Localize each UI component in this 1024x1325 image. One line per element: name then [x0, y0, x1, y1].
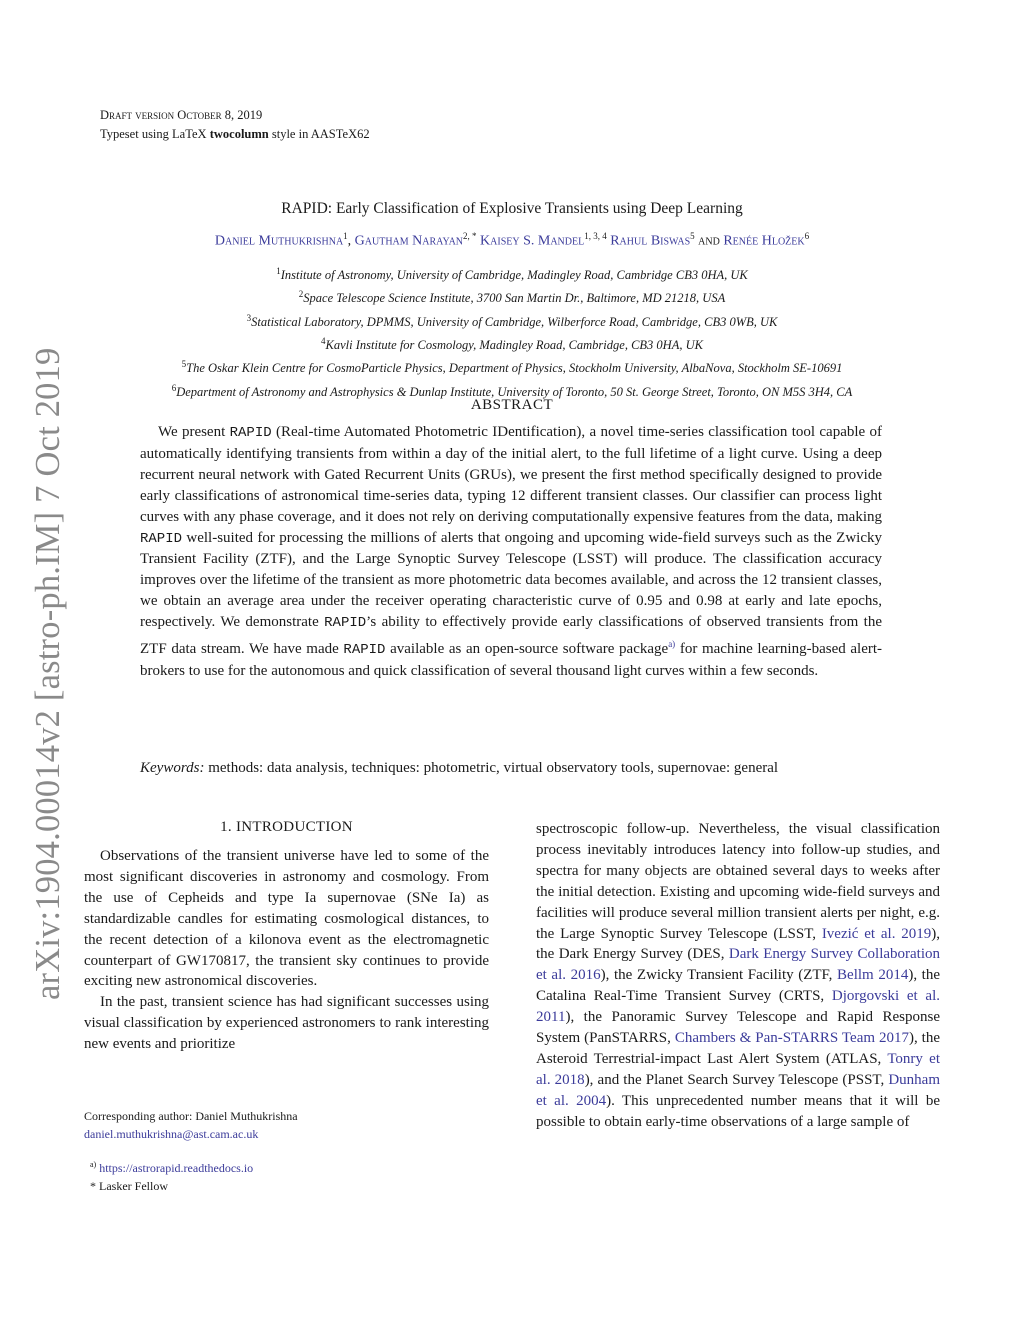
intro-paragraph: In the past, transient science has had significant successes using visual classification by experienced astronomers to rank interesting new events and prioritize — [84, 994, 489, 1053]
footnote-star-mark: * — [90, 1178, 96, 1193]
body-text: ). This unprecedented number means that it will be possible to obtain early-time observations of a large sample of — [536, 1092, 940, 1130]
keywords-label: Keywords: — [140, 760, 205, 776]
intro-paragraph: Observations of the transient universe have led to some of the most significant discoveries in astronomy and cosmology. From the use of Cepheids and type Ia supernovae (SNe Ia) as standardizable candles for estimating cosmological distances, to the recent detection of a kilonova event as the electromagnetic counterpart of GW170817, the transient sky continues to provide exciting new astronomical discoveries. — [84, 848, 489, 990]
author-sup: 5 — [690, 231, 695, 241]
corresponding-author: Corresponding author: Daniel Muthukrishna — [84, 1109, 298, 1123]
typeset-suffix: style in AASTeX62 — [271, 127, 370, 141]
affiliation-sup: 3 — [246, 312, 252, 323]
author-name[interactable]: Gautham Narayan — [354, 233, 464, 249]
abstract-heading: ABSTRACT — [470, 397, 554, 413]
author-sup: 1, 3, 4 — [584, 231, 607, 241]
rapid-code: RAPID — [229, 425, 272, 441]
author-name[interactable]: Kaisey S. Mandel — [480, 233, 585, 249]
affiliation-sup: 5 — [181, 359, 187, 370]
section-heading: 1. INTRODUCTION — [220, 819, 353, 835]
author-sup: 1 — [343, 231, 348, 241]
typeset-line — [100, 125, 370, 144]
draft-date: October 8, 2019 — [177, 108, 263, 122]
affiliation-sup: 1 — [276, 266, 281, 276]
footnote-a — [84, 1156, 489, 1178]
abstract-text: (Real-time Automated Photometric IDentification), a novel time-series classification tool capable of automatically identifying transients from within a day of the initial alert, to the full lifetime of a light curve. Using a deep recurrent neural network with Gated Recurrent Units (GRUs), we present the first method specifically designed to provide early classifications of astronomical time-series data, typing 12 different transient classes. Our classifier can process light curves with any phase coverage, and it does not rely on deriving computationally expensive features from the data, making — [140, 424, 883, 525]
body-text: ), the Zwicky Transient Facility (ZTF, — [600, 967, 833, 984]
affiliation-sup: 6 — [171, 382, 177, 393]
affiliation — [0, 285, 1024, 308]
abstract-text: for machine learning-based alert-brokers to use for the autonomous and quick classification of several thousand light curves within a few seconds. — [140, 641, 883, 679]
affiliation-sup: 4 — [321, 336, 326, 347]
footnotes — [84, 1108, 489, 1195]
footnote-a-mark: a) — [90, 1160, 97, 1169]
footnote-star-text: Lasker Fellow — [99, 1178, 168, 1193]
affiliation — [0, 262, 1024, 285]
citation-link[interactable]: Dark Energy Survey Collaboration et al. 2016 — [536, 946, 941, 984]
body-text: spectroscopic follow-up. Nevertheless, the visual classification process inevitably introduces latency into follow-up studies, and spectra for many objects are obtained several days to weeks after the initial detection. Existing and upcoming wide-field surveys and facilities will produce several million transient alerts per night, e.g. the Large Synoptic Survey Telescope (LSST, — [536, 821, 940, 942]
right-paragraph — [536, 819, 940, 1133]
rapid-code: RAPID — [324, 615, 367, 632]
left-column — [84, 846, 489, 1055]
author-sup: 2, * — [463, 231, 477, 241]
affiliation-text: Institute of Astronomy, University of Cambridge, Madingley Road, Cambridge CB3 0HA, UK — [280, 268, 748, 283]
abstract-text: available as an open-source software package — [390, 641, 669, 658]
citation-link[interactable]: Djorgovski et al. 2011 — [536, 988, 940, 1026]
right-column — [536, 819, 940, 1133]
abstract-text: well-suited for processing the millions of alerts that ongoing and upcoming wide-field surveys such as the Zwicky Transient Facility (ZTF), and the Large Synoptic Survey Telescope (LSST) will produce. The classification accuracy improves over the lifetime of the transient as more photometric data becomes available, and across the 12 transient classes, we obtain an average area under the receiver operating characteristic curve of 0.95 and 0.98 at early and late epochs, respectively. We demonstrate — [140, 529, 883, 631]
author-name[interactable]: Rahul Biswas — [610, 233, 691, 249]
paper-title: RAPID: Early Classification of Explosive Transients using Deep Learning — [281, 200, 743, 217]
affiliation-list — [0, 262, 1024, 402]
draft-prefix: Draft version — [100, 108, 175, 122]
arxiv-stamp: arXiv:1904.00014v2 [astro-ph.IM] 7 Oct 2019 — [29, 347, 67, 1000]
affiliation — [0, 309, 1024, 332]
draft-header — [100, 106, 370, 144]
body-text: ), the Dark Energy Survey (DES, — [536, 925, 941, 963]
body-text: ), and the Planet Search Survey Telescope (PSST, — [584, 1071, 885, 1088]
author-sup: 6 — [804, 231, 810, 241]
affiliation — [0, 355, 1024, 378]
citation-link[interactable]: Bellm 2014 — [837, 967, 909, 984]
body-text: ), the Asteroid Terrestrial-impact Last Alert System (ATLAS, — [536, 1030, 941, 1067]
citation-link[interactable]: Tonry et al. 2018 — [536, 1050, 941, 1088]
affiliation — [0, 332, 1024, 355]
citation-link[interactable]: Dunham et al. 2004 — [536, 1071, 941, 1109]
affiliation-text: Kavli Institute for Cosmology, Madingley Road, Cambridge, CB3 0HA, UK — [325, 338, 703, 353]
keywords-text: methods: data analysis, techniques: photometric, virtual observatory tools, supernovae: general — [208, 760, 779, 776]
author-name[interactable]: Daniel Muthukrishna — [214, 233, 344, 249]
citation-link[interactable]: Chambers & Pan-STARRS Team 2017 — [674, 1030, 909, 1047]
author-name[interactable]: Renée Hložek — [723, 233, 805, 249]
latex-logo: LaTeX — [172, 127, 207, 141]
affiliation-text: Statistical Laboratory, DPMMS, University of Cambridge, Wilberforce Road, Cambridge, CB3 0WB, UK — [251, 314, 778, 329]
typeset-bold: twocolumn — [209, 127, 269, 141]
affiliation-text: Department of Astronomy and Astrophysics & Dunlap Institute, University of Toronto, 50 St. George Street, Toronto, ON M5S 3H4, CA — [176, 384, 853, 399]
draft-version-line — [100, 106, 370, 125]
affiliation-sup: 2 — [298, 289, 304, 300]
footnote-url[interactable]: https://astrorapid.readthedocs.io — [99, 1161, 254, 1175]
affiliation-text: Space Telescope Science Institute, 3700 San Martin Dr., Baltimore, MD 21218, USA — [303, 291, 726, 306]
rapid-code: RAPID — [343, 642, 386, 659]
citation-link[interactable]: Ivezić et al. 2019 — [821, 925, 932, 942]
footnote-star — [84, 1178, 489, 1196]
corresponding-email[interactable]: daniel.muthukrishna@ast.cam.ac.uk — [84, 1126, 259, 1141]
abstract-text: We present — [158, 424, 226, 440]
authors-and: and — [698, 233, 720, 249]
keywords — [140, 758, 965, 779]
typeset-prefix: Typeset using — [100, 127, 169, 141]
body-text: ), the Panoramic Survey Telescope and Rapid Response System (PanSTARRS, — [536, 1009, 940, 1047]
affiliation-text: The Oskar Klein Centre for CosmoParticle Physics, Department of Physics, Stockholm University, AlbaNova, Stockholm SE-10691 — [186, 361, 843, 376]
abstract-body — [140, 422, 882, 682]
rapid-code: RAPID — [140, 530, 183, 547]
abstract-text: ’s ability to effectively provide early classifications of observed transients from the ZTF data stream. We have made — [140, 614, 882, 658]
footnote-link[interactable]: a) — [668, 639, 676, 650]
author-list: Daniel Muthukrishna$^1$, Gautham Narayan$^{2, *}$ Kaisey S. Mandel$^{1, 3, 4}$ Rahul Biswas$^5$ and Renée Hložek$^6$ — [214, 231, 810, 249]
body-text: ), the Catalina Real-Time Transient Survey (CRTS, — [536, 967, 941, 1005]
